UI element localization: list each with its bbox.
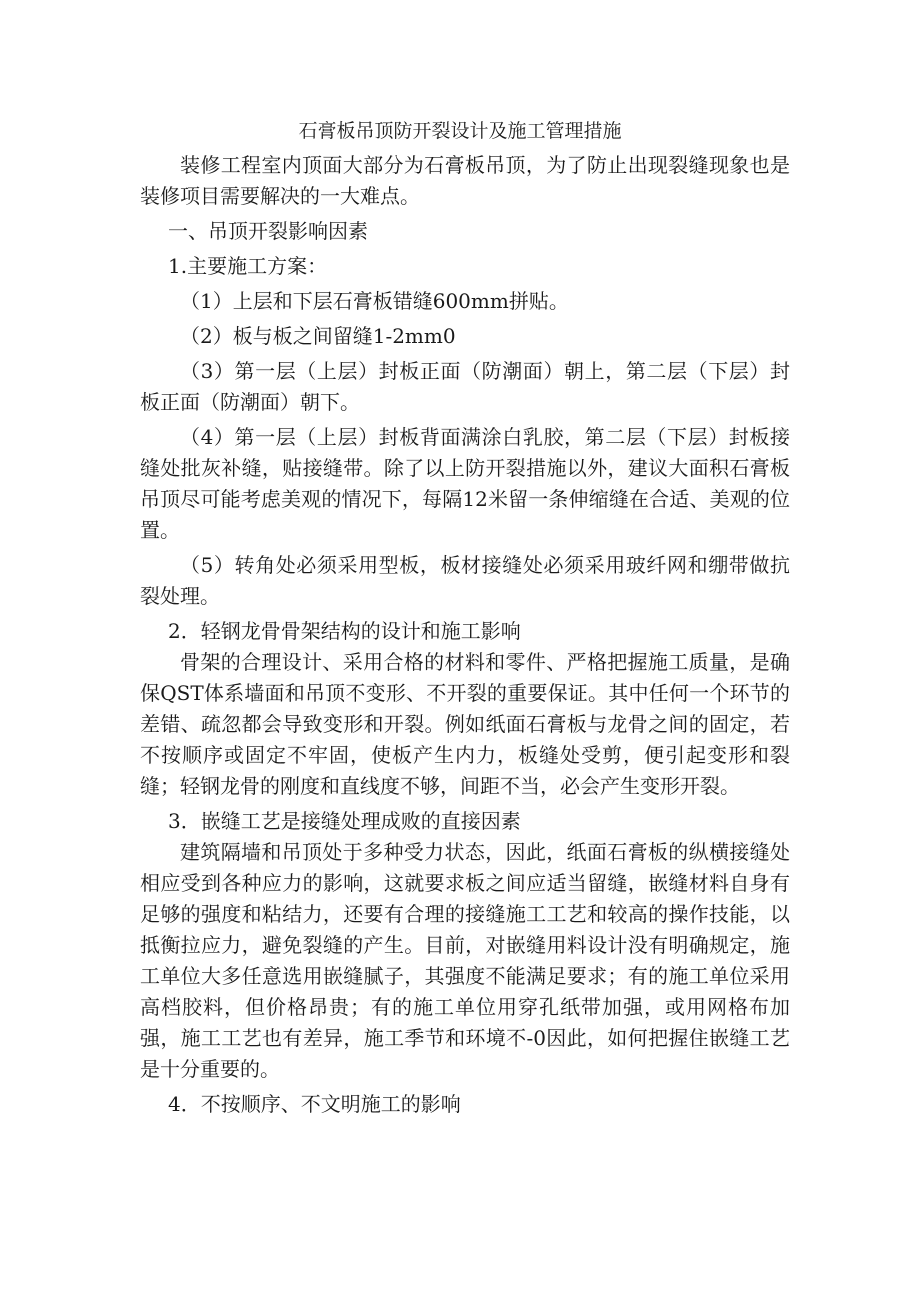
subsection-heading-3: 3．嵌缝工艺是接缝处理成败的直接因素	[168, 809, 521, 833]
list-item: （2）板与板之间留缝1-2mm0	[180, 324, 456, 348]
list-item: （1）上层和下层石膏板错缝600mm拼贴。	[180, 289, 569, 313]
subsection-heading-1: 1.主要施工方案：	[168, 254, 328, 278]
subsection-paragraph-2: 骨架的合理设计、采用合格的材料和零件、严格把握施工质量，是确保QST体系墙面和吊顶不变形、不开裂的重要保证。其中任何一个环节的差错、疏忽都会导致变形和开裂。例如纸面石膏板与龙骨之间的固定，若不按顺序或固定不牢固，使板产生内力，板缝处受剪，便引起变形和裂缝；轻钢龙骨的刚度和直线度不够，间距不当，必会产生变形开裂。	[140, 650, 790, 798]
subsection-heading-4: 4．不按顺序、不文明施工的影响	[168, 1092, 461, 1116]
document-body	[140, 150, 790, 1120]
list-item: （3）第一层（上层）封板正面（防潮面）朝上，第二层（下层）封板正面（防潮面）朝下。	[140, 359, 790, 414]
document-title: 石膏板吊顶防开裂设计及施工管理措施	[298, 120, 622, 142]
intro-paragraph: 装修工程室内顶面大部分为石膏板吊顶，为了防止出现裂缝现象也是装修项目需要解决的一大难点。	[140, 153, 790, 208]
list-item: （5）转角处必须采用型板，板材接缝处必须采用玻纤网和绷带做抗裂处理。	[140, 553, 790, 608]
list-item: （4）第一层（上层）封板背面满涂白乳胶，第二层（下层）封板接缝处批灰补缝，贴接缝带。除了以上防开裂措施以外，建议大面积石膏板吊顶尽可能考虑美观的情况下，每隔12米留一条伸缩缝在合适、美观的位置。	[140, 425, 790, 542]
section-heading-1: 一、吊顶开裂影响因素	[168, 219, 368, 243]
subsection-paragraph-3: 建筑隔墙和吊顶处于多种受力状态，因此，纸面石膏板的纵横接缝处相应受到各种应力的影响，这就要求板之间应适当留缝，嵌缝材料自身有足够的强度和粘结力，还要有合理的接缝施工工艺和较高的操作技能，以抵衡拉应力，避免裂缝的产生。目前，对嵌缝用料设计没有明确规定，施工单位大多任意选用嵌缝腻子，其强度不能满足要求；有的施工单位采用高档胶料，但价格昂贵；有的施工单位用穿孔纸带加强，或用网格布加强，施工工艺也有差异，施工季节和环境不-0因此，如何把握住嵌缝工艺是十分重要的。	[140, 840, 790, 1081]
subsection-heading-2: 2．轻钢龙骨骨架结构的设计和施工影响	[168, 619, 521, 643]
